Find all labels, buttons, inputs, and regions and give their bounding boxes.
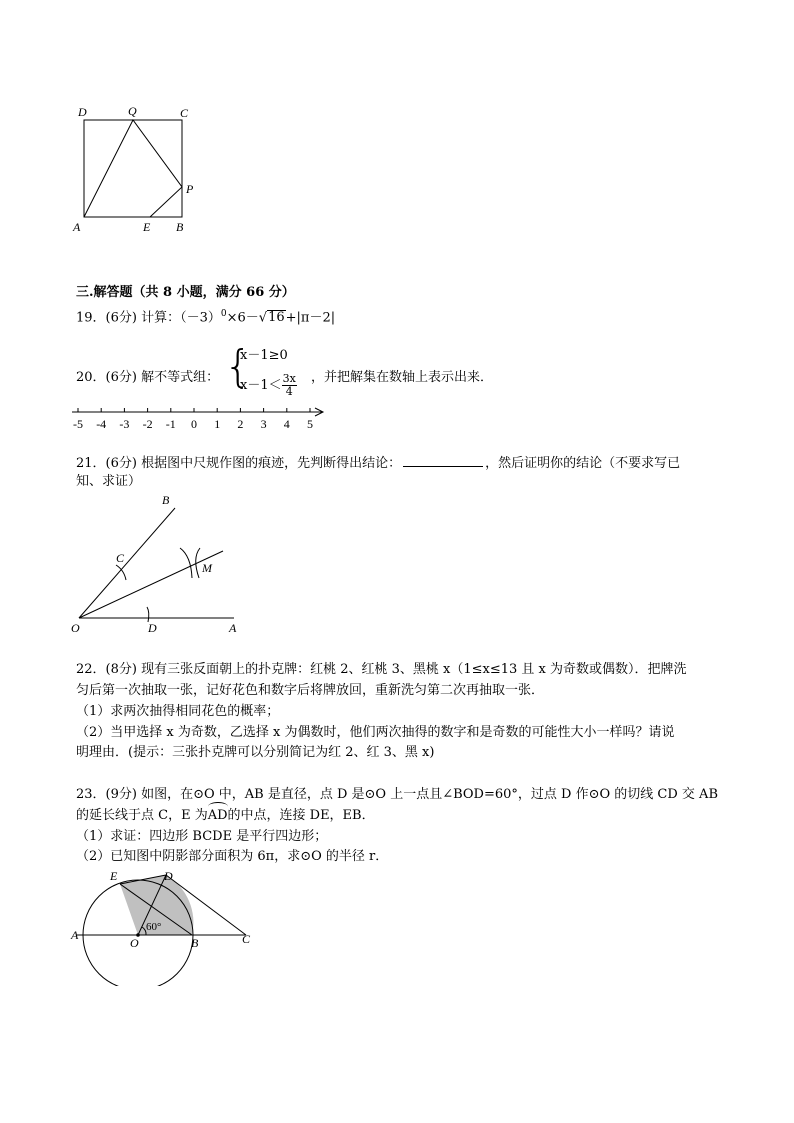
label-o: O: [130, 936, 139, 950]
tick-label: 3: [260, 417, 267, 431]
tick-label: 1: [214, 417, 221, 431]
q20-ineq2: [240, 373, 297, 398]
q19-prefix: 19．(6分) 计算：（－3）: [76, 310, 221, 326]
q23-line1: 23．(9分) 如图，在⊙O 中，AB 是直径，点 D 是⊙O 上一点且∠BOD=60°，过点 D 作⊙O 的切线 CD 交 AB: [76, 787, 718, 802]
q22-line2: 匀后第一次抽取一张，记好花色和数字后将牌放回，重新洗匀第二次再抽取一张．: [76, 683, 545, 698]
q19-sqrt: 16: [268, 310, 285, 326]
q19-power: 0: [220, 309, 227, 319]
tick-label: -5: [73, 417, 83, 431]
circle-figure: [66, 866, 266, 986]
q20-ineq2-left: x－1＜: [240, 378, 282, 393]
label-q: Q: [128, 104, 137, 118]
q21-suffix: ，然后证明你的结论（不要求写已: [485, 456, 681, 471]
q20-suffix: ，并把解集在数轴上表示出来．: [311, 370, 494, 385]
arc-at-m-left: [180, 548, 192, 578]
q21-answer-blank[interactable]: [403, 453, 483, 467]
label-a: A: [73, 220, 81, 234]
label-p: P: [186, 182, 194, 196]
q23-line2-b: 的中点，连接 DE，EB．: [227, 808, 375, 823]
label-o: O: [71, 621, 80, 635]
label-c: C: [242, 932, 251, 946]
tick-label: 5: [307, 417, 313, 431]
section-title: 三.解答题（共 8 小题，满分 66 分）: [76, 285, 295, 300]
label-b: B: [191, 936, 199, 950]
tick-label: 4: [283, 417, 290, 431]
q20-prefix: 20．(6分) 解不等式组：: [76, 370, 220, 385]
angle-bisector-figure: [66, 492, 256, 637]
tick-label: -1: [165, 417, 176, 431]
tick-label: 2: [237, 417, 244, 431]
question-21-line1: [76, 453, 680, 473]
label-a: A: [229, 621, 237, 635]
q19-suffix: +|π－2|: [285, 310, 336, 326]
number-line: [70, 404, 332, 432]
label-a: A: [71, 928, 79, 942]
tick-label: -3: [119, 417, 130, 431]
q23-arc-ad: AD: [207, 808, 228, 823]
q22-line4: （2）当甲选择 x 为奇数，乙选择 x 为偶数时，他们两次抽得的数字和是奇数的可能性大小一样吗？请说: [76, 725, 675, 740]
q22-line5: 明理由．(提示：三张扑克牌可以分别简记为红 2、红 3、黑 x): [76, 745, 435, 760]
label-c: C: [180, 106, 189, 120]
ray-ob: [79, 508, 175, 618]
q20-brace: {: [224, 341, 252, 392]
label-e: E: [110, 869, 118, 883]
q22-line1: 22．(8分) 现有三张反面朝上的扑克牌：红桃 2、红桃 3、黑桃 x（1≤x≤13 且 x 为奇数或偶数）．把牌洗: [76, 662, 687, 677]
label-c: C: [116, 551, 125, 565]
label-d: D: [164, 869, 173, 883]
label-e: E: [143, 220, 151, 234]
number-line-ticks: [73, 408, 313, 431]
q23-line2-a: 的延长线于点 C，E 为: [76, 808, 208, 823]
q23-line4: （2）已知图中阴影部分面积为 6π，求⊙O 的半径 r．: [76, 849, 389, 864]
label-d: D: [78, 105, 87, 119]
square-figure: [68, 100, 208, 240]
arc-at-d: [147, 607, 149, 622]
arc-at-c: [116, 565, 126, 580]
tick-label: -4: [96, 417, 107, 431]
q21-prefix: 21．(6分) 根据图中尺规作图的痕迹，先判断得出结论：: [76, 456, 402, 471]
label-m: M: [202, 561, 212, 575]
q19-mid: ×6－: [226, 310, 259, 326]
label-b: B: [162, 493, 170, 507]
question-19: 19．(6分) 计算：$(-3)^0\times 6-√16+|\pi-2|$: [76, 309, 336, 326]
q20-frac-num: 3x: [282, 372, 296, 385]
square-abcd: [84, 120, 182, 217]
q23-line2: [76, 807, 375, 825]
q22-line3: （1）求两次抽得相同花色的概率；: [76, 704, 280, 719]
q20-frac-den: 4: [285, 385, 293, 398]
q20-ineq1: x－1≥0: [240, 348, 288, 363]
q21-line2: 知、求证）: [76, 474, 142, 489]
label-d: D: [148, 621, 157, 635]
label-b: B: [176, 220, 184, 234]
tick-label: 0: [191, 417, 197, 431]
polyline-aqpe: [84, 120, 182, 217]
angle-label: 60°: [146, 921, 162, 933]
q23-line3: （1）求证：四边形 BCDE 是平行四边形；: [76, 829, 328, 844]
q20-fraction: [282, 373, 297, 398]
tick-label: -2: [142, 417, 153, 431]
